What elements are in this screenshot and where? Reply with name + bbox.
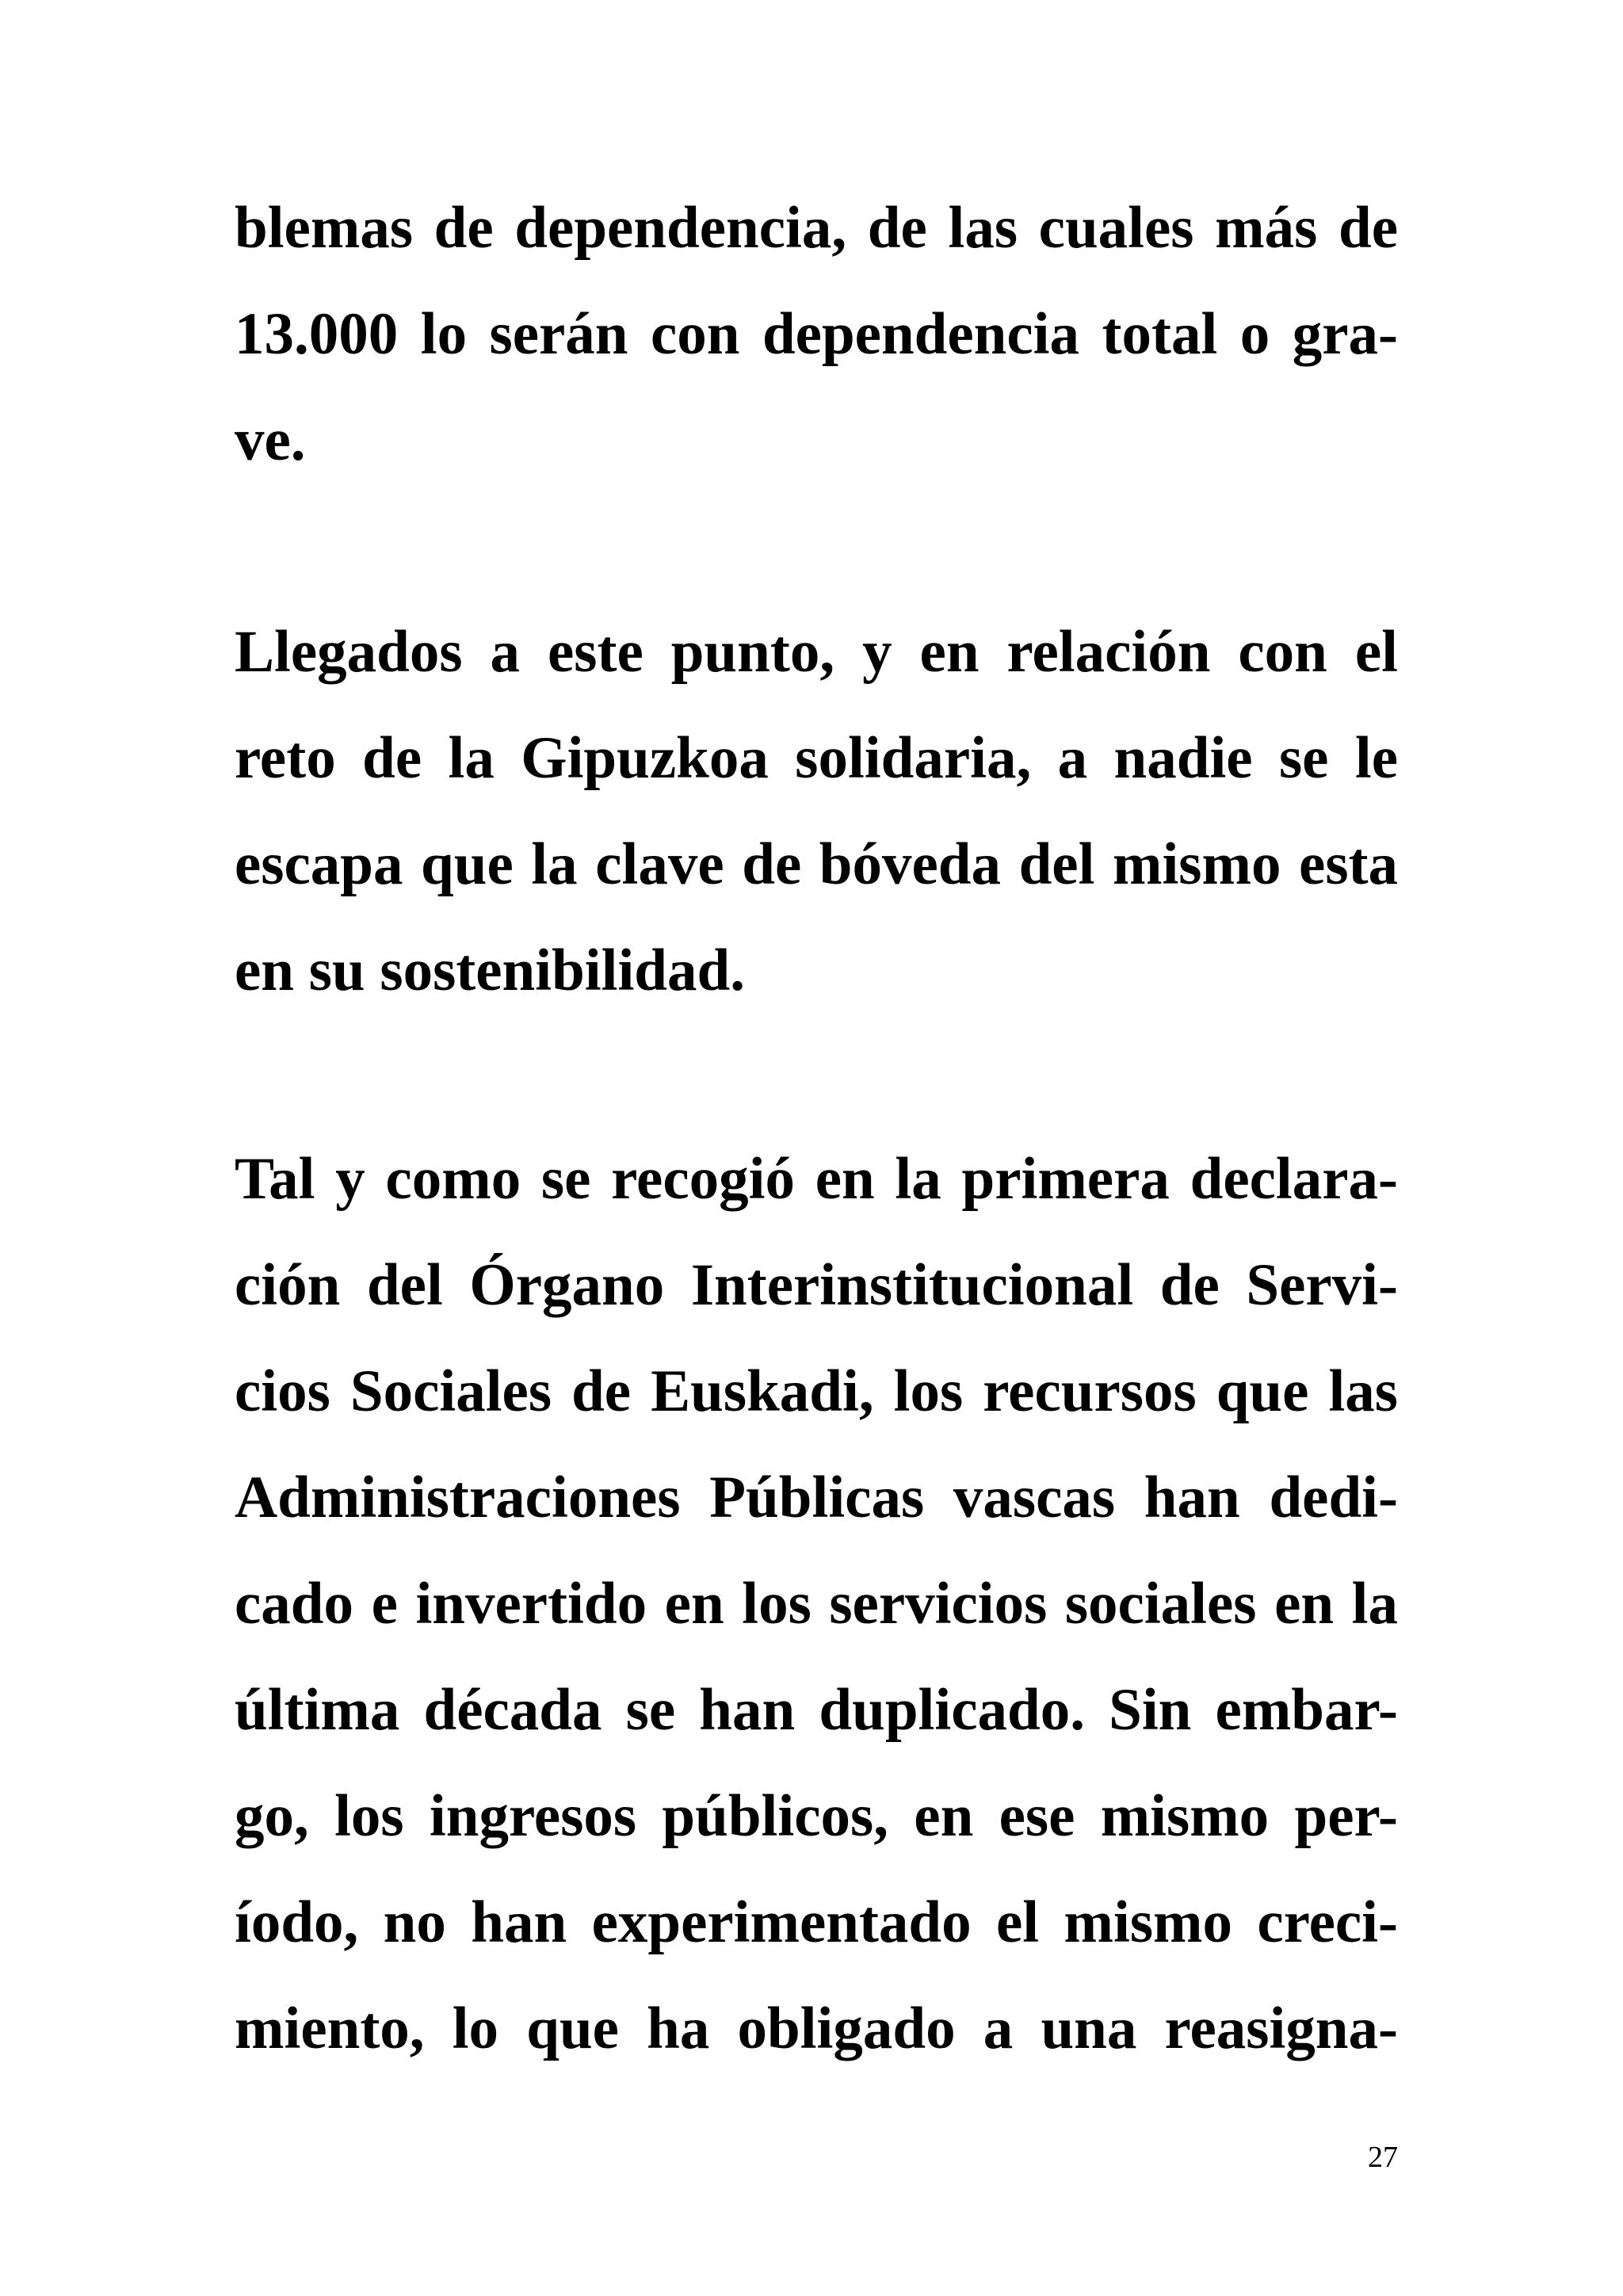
page-number: 27 [1368, 2141, 1398, 2174]
text-line: reto de la Gipuzkoa solidaria, a nadie se le [235, 725, 1398, 791]
text-line: cado e invertido en los servicios sociales en la [235, 1571, 1398, 1637]
text-line: ción del Órgano Interinstitucional de Servi- [235, 1252, 1398, 1318]
text-line: blemas de dependencia, de las cuales más de [235, 195, 1398, 261]
text-line: en su sostenibilidad. [235, 938, 745, 1003]
text-line: Tal y como se recogió en la primera declara- [235, 1146, 1398, 1212]
text-line: Llegados a este punto, y en relación con el [235, 619, 1398, 685]
text-line: última década se han duplicado. Sin embar- [235, 1677, 1398, 1743]
text-line: íodo, no han experimentado el mismo creci- [235, 1889, 1398, 1955]
text-line: go, los ingresos públicos, en ese mismo per- [235, 1783, 1398, 1849]
text-line: miento, lo que ha obligado a una reasigna- [235, 1996, 1398, 2061]
text-line: ve. [235, 407, 306, 473]
text-line: cios Sociales de Euskadi, los recursos que las [235, 1358, 1398, 1424]
text-line: 13.000 lo serán con dependencia total o gra- [235, 301, 1398, 367]
text-line: escapa que la clave de bóveda del mismo esta [235, 831, 1398, 897]
text-line: Administraciones Públicas vascas han dedi- [235, 1465, 1398, 1530]
